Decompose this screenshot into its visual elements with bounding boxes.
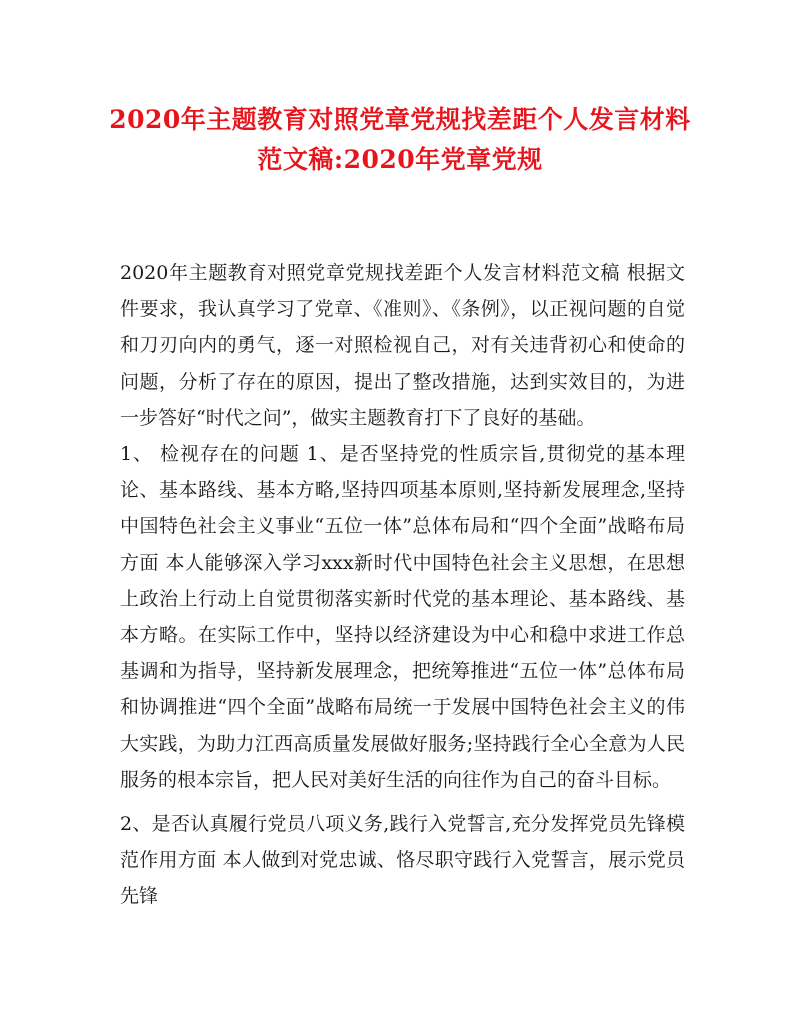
document-title: 2020年主题教育对照党章党规找差距个人发言材料范文稿:2020年党章党规	[109, 105, 691, 174]
document-body	[120, 255, 685, 915]
paragraph-section-2: 2、是否认真履行党员八项义务,践行入党誓言,充分发挥党员先锋模范作用方面 本人做到对党忠诚、恪尽职守践行入党誓言，展示党员先锋	[120, 813, 685, 908]
paragraph-section-1: 1、 检视存在的问题 1、是否坚持党的性质宗旨,贯彻党的基本理论、基本路线、基本方略,坚持四项基本原则,坚持新发展理念,坚持中国特色社会主义事业“五位一体”总体布局和“四个全面”战略布局方面 本人能够深入学习xxx新时代中国特色社会主义思想，在思想上政治上行动上自觉贯彻落实新时代党的基本理论、基本路线、基本方略。在实际工作中，坚持以经济建设为中心和稳中求进工作总基调和为指导，坚持新发展理念，把统筹推进“五位一体”总体布局和协调推进“四个全面”战略布局统一于发展中国特色社会主义的伟大实践，为助力江西高质量发展做好服务;坚持践行全心全意为人民服务的根本宗旨，把人民对美好生活的向往作为自己的奋斗目标。	[120, 443, 685, 791]
paragraph-intro: 2020年主题教育对照党章党规找差距个人发言材料范文稿 根据文件要求，我认真学习了党章、《准则》、《条例》，以正视问题的自觉和刀刃向内的勇气，逐一对照检视自己，对有关违背初心和使命的问题，分析了存在的原因，提出了整改措施，达到实效目的，为进一步答好“时代之问”，做实主题教育打下了良好的基础。	[120, 262, 685, 429]
